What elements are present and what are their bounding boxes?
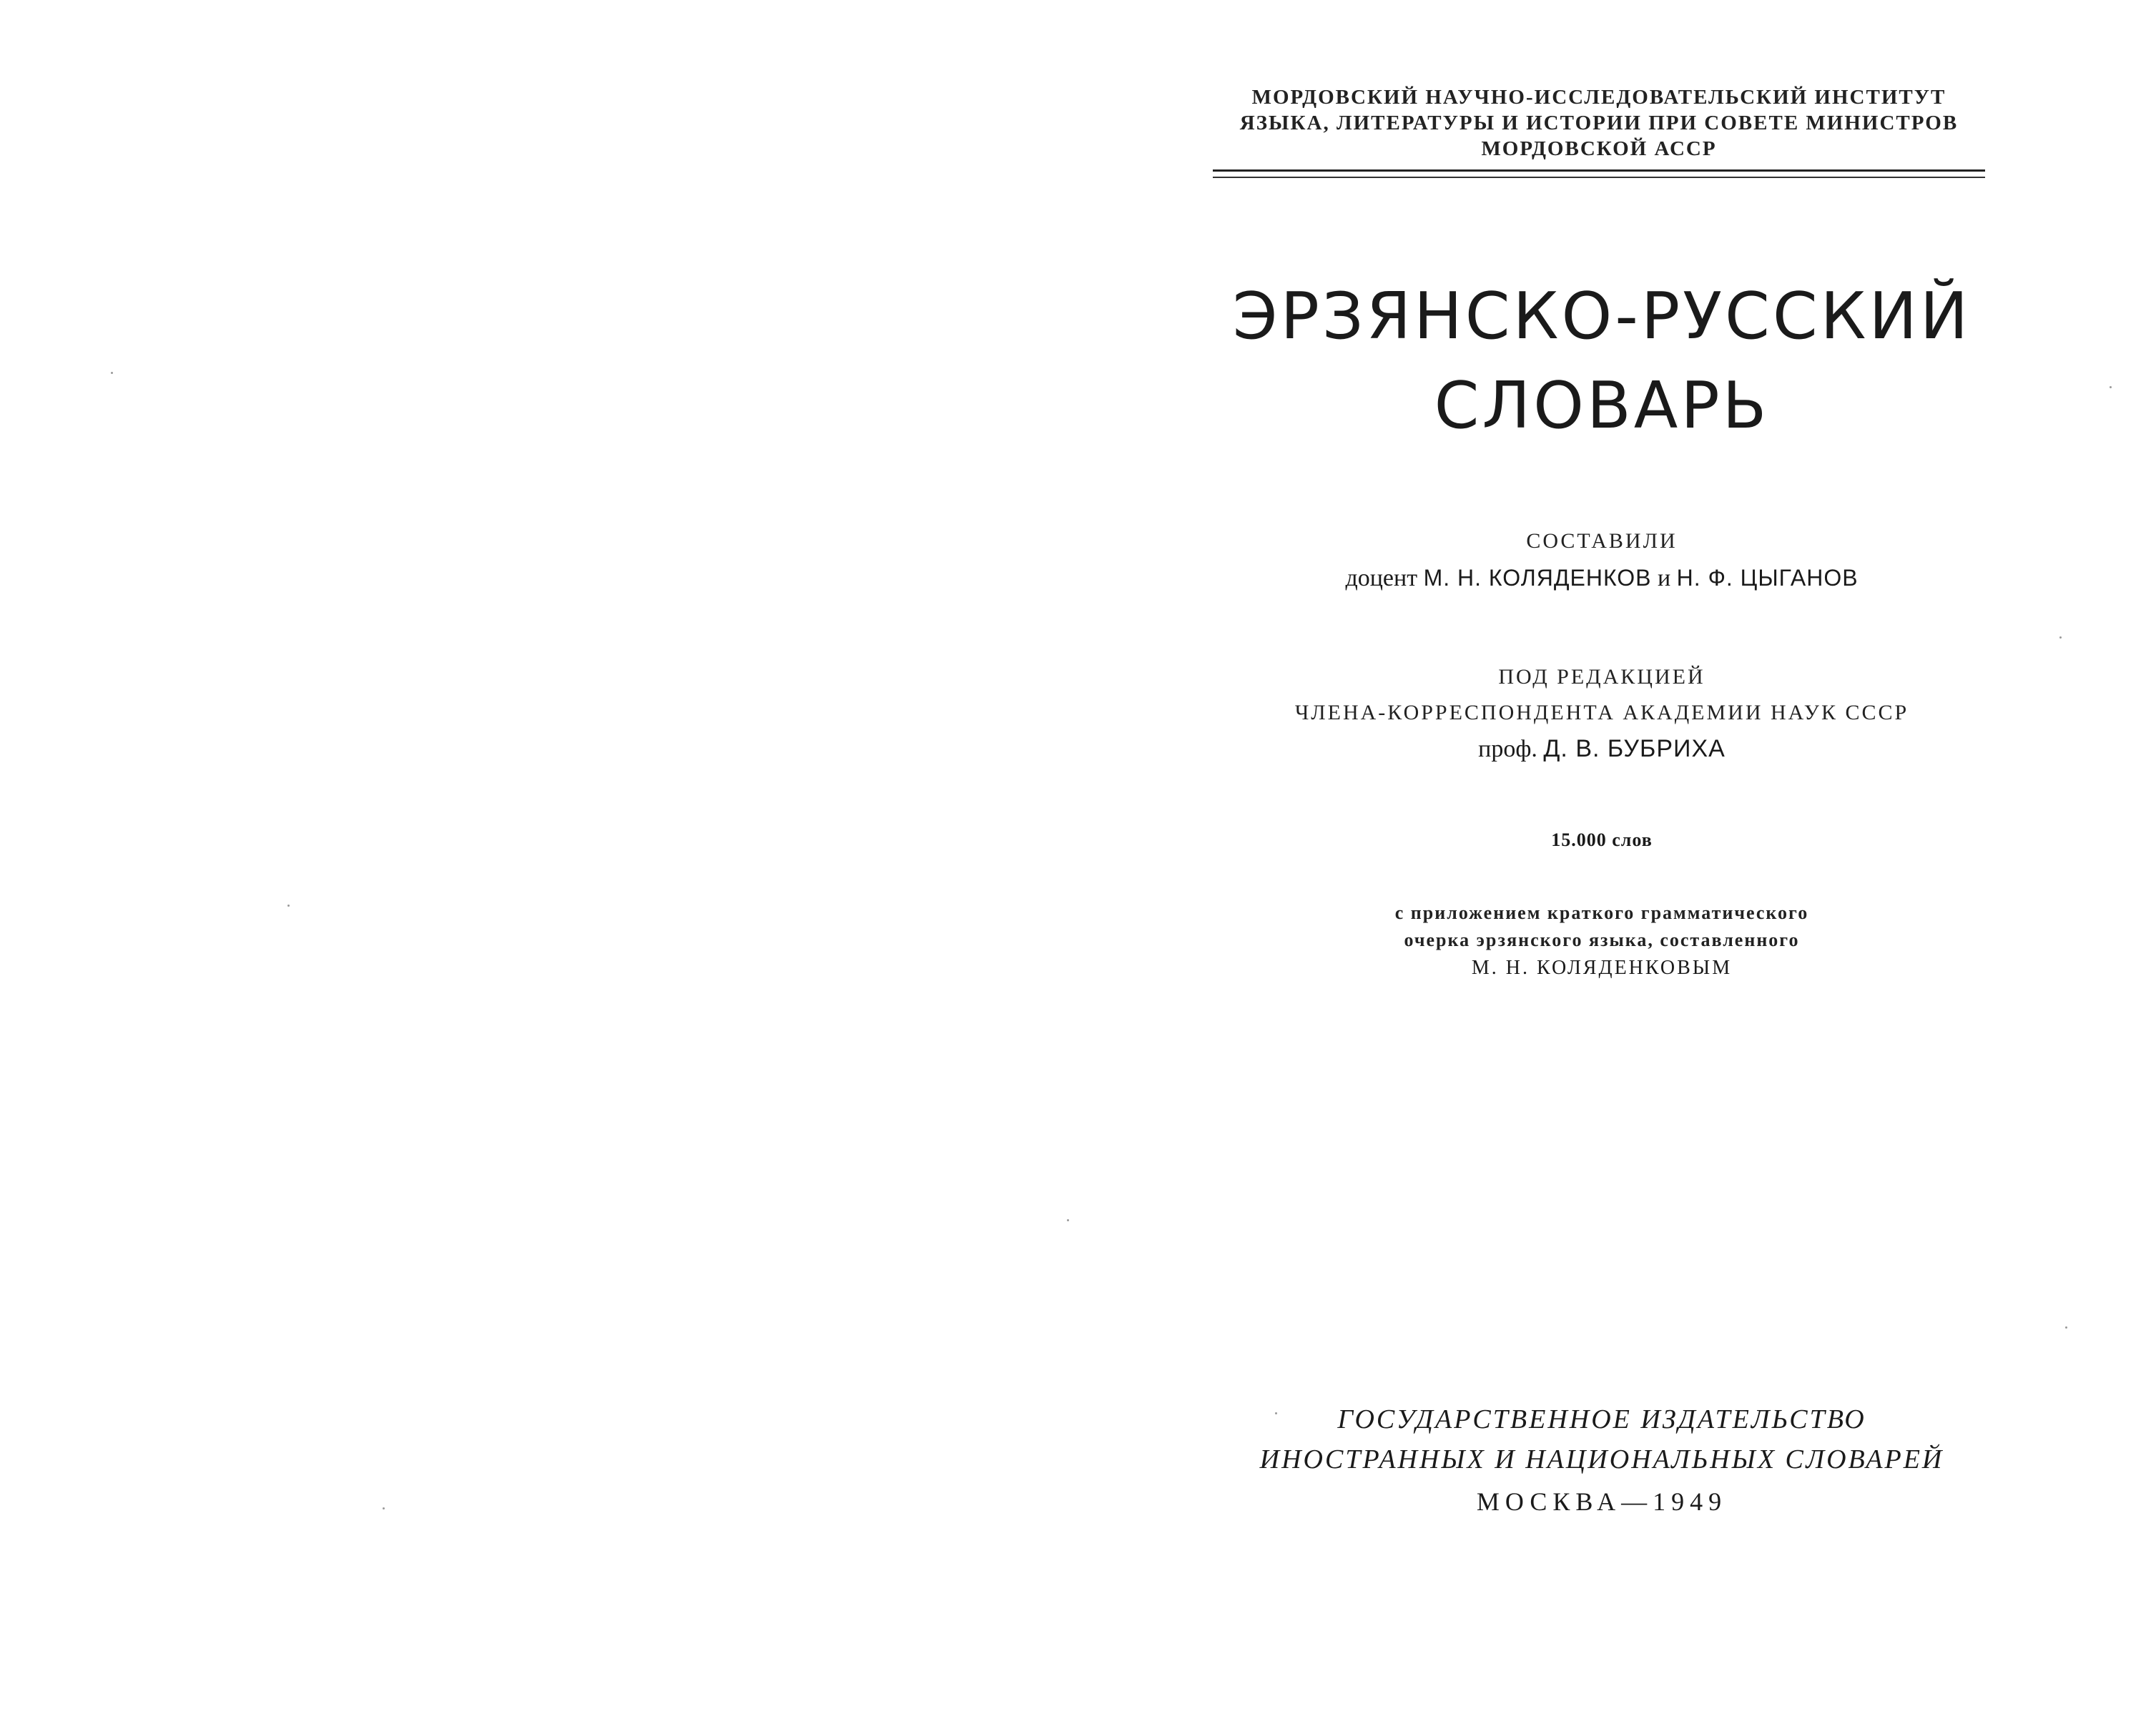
institution-line-2: ЯЗЫКА, ЛИТЕРАТУРЫ И ИСТОРИИ ПРИ СОВЕТЕ МИНИСТРОВ [1239,112,1959,134]
publisher-line-2: ИНОСТРАННЫХ И НАЦИОНАЛЬНЫХ СЛОВАРЕЙ [1259,1444,1944,1474]
editor-position: ЧЛЕНА-КОРРЕСПОНДЕНТА АКАДЕМИИ НАУК СССР [1294,701,1909,724]
appendix-line-2: очерка эрзянского языка, составленного [1404,930,1800,950]
title-page [1073,0,2156,1719]
title-line-2: СЛОВАРЬ [1434,368,1770,443]
compilers-label: СОСТАВИЛИ [1526,529,1678,553]
appendix-line-1: с приложением краткого грамматического [1394,902,1809,923]
word-count: 15.000 слов [1551,829,1653,850]
paper-speck [383,1507,385,1509]
compilers-conjunction: и [1657,565,1671,591]
paper-speck [2110,386,2112,388]
publisher-line-1: ГОСУДАРСТВЕННОЕ ИЗДАТЕЛЬСТВО [1337,1404,1866,1434]
paper-speck [1275,1412,1277,1414]
header-rule-bottom [1213,177,1985,178]
city-year: МОСКВА—1949 [1476,1487,1728,1516]
editor-name-line [1180,735,2024,763]
editor-prefix: проф. [1478,736,1537,762]
compilers-names [1180,565,2024,592]
institution-line-1: МОРДОВСКИЙ НАУЧНО-ИССЛЕДОВАТЕЛЬСКИЙ ИНСТИТУТ [1251,86,1946,109]
author-1: М. Н. КОЛЯДЕНКОВ [1423,565,1652,591]
editor-label: ПОД РЕДАКЦИЕЙ [1498,665,1705,689]
compilers-prefix: доцент [1345,565,1418,591]
appendix-line-3: М. Н. КОЛЯДЕНКОВЫМ [1471,957,1733,979]
header-rule-top [1213,169,1985,172]
paper-speck [287,905,290,907]
paper-speck [2059,636,2062,639]
author-2: Н. Ф. ЦЫГАНОВ [1676,565,1859,591]
institution-line-3: МОРДОВСКОЙ АССР [1481,137,1717,160]
paper-speck [111,372,113,374]
editor-name: Д. В. БУБРИХА [1543,735,1726,762]
title-line-1: ЭРЗЯНСКО-РУССКИЙ [1232,279,1972,354]
paper-speck [2065,1326,2067,1329]
paper-speck [1067,1219,1069,1221]
left-blank-page [0,0,1073,1719]
